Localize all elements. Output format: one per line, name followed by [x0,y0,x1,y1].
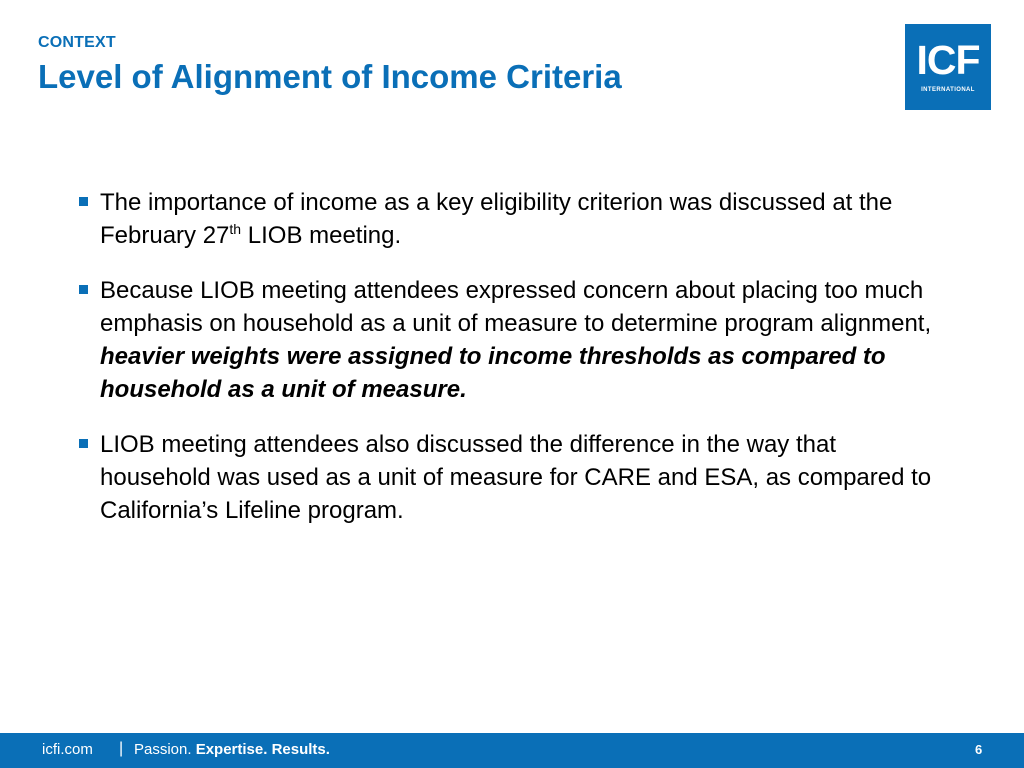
section-label: CONTEXT [38,34,116,51]
page-number: 6 [975,742,983,757]
logo-mark: ICF [916,37,980,83]
icf-logo [905,24,991,110]
bullet-1-text: The importance of income as a key eligibility criterion was discussed at the February 27 [100,189,893,249]
bullet-2-text: Because LIOB meeting attendees expressed concern about placing too much emphasis on household as a unit of measure to determine program alignment, [100,277,932,337]
bullet-marker-icon [79,197,88,206]
bullet-marker-icon [79,285,88,294]
footer-separator: | [119,740,124,757]
bullet-item-3 [76,428,948,527]
footer-tagline [134,741,330,758]
bullet-3-text: LIOB meeting attendees also discussed the difference in the way that household was used as a unit of measure for CARE and ESA, as compared to California’s Lifeline program. [100,431,932,524]
footer-tagline-results: Expertise. Results. [195,741,330,758]
bullet-marker-icon [79,439,88,448]
bullet-2-emphasis: heavier weights were assigned to income thresholds as compared to household as a unit of measure. [100,343,886,403]
bullet-list [76,186,948,549]
slide-title: Level of Alignment of Income Criteria [38,58,622,95]
footer-url: icfi.com [42,741,93,758]
bullet-item-1 [76,186,948,252]
bullet-item-2 [76,274,948,406]
bullet-1-superscript: th [229,221,242,237]
logo-subtitle: INTERNATIONAL [921,87,975,93]
footer-tagline-passion: Passion. [134,741,196,758]
footer-bar [0,733,1024,768]
bullet-1-text-end: LIOB meeting. [241,222,402,249]
